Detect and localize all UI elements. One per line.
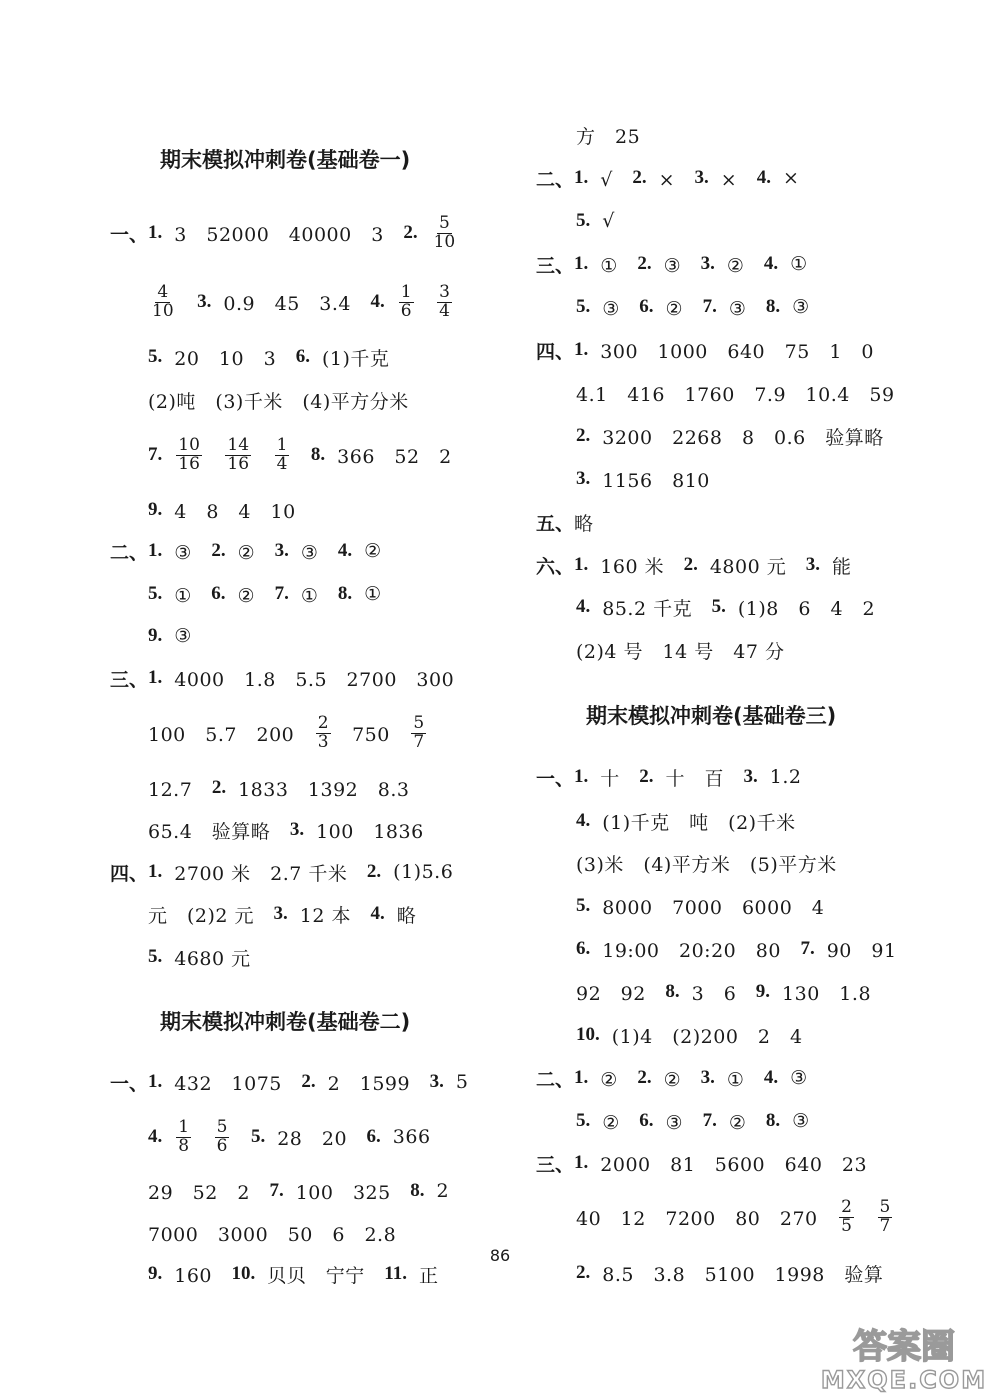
fraction-denominator: 6 (216, 1135, 228, 1156)
fraction-denominator: 4 (276, 453, 288, 474)
question-number: 4. (763, 253, 779, 274)
answer-text: 4 8 4 10 (174, 500, 296, 523)
answer-text: 元 (2)2 元 (148, 904, 274, 927)
answer-text: 4000 1.8 5.5 2700 300 (174, 668, 455, 691)
question-number: 6. (576, 938, 591, 959)
answer-text: 100 325 (295, 1181, 411, 1204)
answer-text: ② (237, 541, 275, 564)
fraction (275, 434, 290, 474)
answer-text: ① (174, 584, 212, 607)
answer-text: 4800 元 (709, 555, 806, 578)
answer-text: 5 (455, 1071, 469, 1093)
question-number: 1. (148, 540, 163, 561)
question-number: 2. (637, 253, 652, 274)
question-number: 8. (410, 1180, 425, 1201)
answer-text: ② (726, 254, 764, 277)
fraction-numerator: 14 (227, 434, 250, 455)
fraction-denominator: 6 (400, 300, 412, 321)
fraction-denominator: 16 (178, 453, 200, 474)
question-number: 4. (576, 596, 591, 617)
watermark-text-cn: 答案圈 (853, 1327, 955, 1367)
answer-text: ② (728, 1111, 766, 1134)
section-number: 二、 (110, 541, 149, 564)
answer-text (204, 442, 224, 469)
fraction (437, 281, 452, 321)
question-number: 6. (366, 1126, 381, 1147)
question-number: 1. (574, 1067, 589, 1088)
answer-text: 160 米 (600, 555, 684, 578)
answer-text: (2)吨 (3)千米 (4)平方分米 (148, 390, 409, 413)
answer-text: 750 (332, 723, 410, 746)
answer-text: ③ (663, 254, 701, 277)
fraction (316, 712, 331, 752)
watermark-text-url: MXQE.COM (820, 1366, 988, 1394)
answer-text: ① (364, 583, 382, 605)
answer-text: 160 (174, 1264, 232, 1287)
answer-text: 90 91 (826, 939, 897, 962)
answer-text: 366 (392, 1126, 431, 1148)
question-number: 9. (755, 981, 771, 1002)
question-number: 2. (211, 540, 226, 561)
question-number: 1. (148, 861, 163, 882)
question-number: 5. (711, 596, 726, 617)
answer-text: 65.4 验算略 (148, 820, 290, 843)
fraction-numerator: 5 (438, 212, 450, 233)
fraction-numerator: 4 (157, 281, 169, 302)
fraction (150, 281, 176, 321)
answer-text: ③ (792, 296, 810, 318)
section-number: 三、 (536, 254, 575, 277)
answer-text: ② (364, 540, 382, 562)
watermark-logo (814, 1318, 994, 1396)
question-number: 1. (148, 667, 163, 688)
section-number: 二、 (536, 1068, 575, 1091)
section-number: 二、 (536, 168, 575, 191)
question-number: 4. (148, 1126, 163, 1147)
fraction-denominator: 8 (178, 1135, 190, 1156)
question-number: 11. (384, 1263, 407, 1284)
question-number: 6. (295, 346, 310, 367)
question-number: 8. (765, 1110, 781, 1131)
question-number: 3. (289, 819, 305, 840)
answer-text: ③ (174, 625, 192, 647)
answer-text: ② (237, 584, 275, 607)
question-number: 5. (148, 346, 163, 367)
fraction (411, 712, 426, 752)
fraction-denominator: 7 (413, 731, 425, 752)
question-number: 5. (148, 583, 163, 604)
answer-text: (1)4 (2)200 2 4 (611, 1025, 803, 1048)
question-number: 1. (148, 1071, 163, 1092)
fraction-numerator: 10 (178, 434, 200, 455)
fraction-numerator: 1 (400, 281, 412, 302)
answer-text: (2)4 号 14 号 47 分 (576, 640, 785, 663)
answer-text: (1)8 6 4 2 (737, 597, 876, 620)
answer-text: ③ (300, 541, 338, 564)
section-number: 一、 (110, 223, 149, 246)
section-number: 三、 (536, 1153, 575, 1176)
fraction-numerator: 5 (216, 1116, 228, 1137)
question-number: 1. (574, 554, 589, 575)
answer-text: ③ (174, 541, 212, 564)
answer-text: 2 1599 (327, 1072, 430, 1095)
answer-text: 92 92 (576, 982, 666, 1005)
fraction-numerator: 2 (317, 712, 329, 733)
question-number: 8. (665, 981, 680, 1002)
answer-text: 8000 7000 6000 4 (602, 896, 825, 919)
question-number: 3. (274, 540, 289, 561)
question-number: 1. (574, 1152, 589, 1173)
question-number: 7. (702, 296, 717, 317)
answer-text: √ (602, 210, 615, 232)
question-number: 3. (694, 167, 709, 188)
question-number: 10. (576, 1024, 600, 1045)
answer-text: ② (602, 1111, 640, 1134)
fraction (878, 1196, 893, 1236)
question-number: 1. (574, 339, 589, 360)
question-number: 2. (576, 1262, 591, 1283)
question-number: 2. (637, 1067, 652, 1088)
question-number: 7. (148, 444, 163, 465)
section-heading: 期末模拟冲刺卷(基础卷三) (586, 704, 837, 728)
question-number: 3. (273, 903, 288, 924)
answer-text: ③ (790, 1067, 808, 1089)
fraction (215, 1116, 230, 1156)
answer-text: ② (600, 1068, 638, 1091)
question-number: 8. (337, 583, 353, 604)
answer-text (416, 289, 436, 316)
answer-text (231, 1124, 251, 1151)
section-number: 一、 (536, 767, 575, 790)
answer-text: 略 (574, 512, 594, 535)
answer-text: 贝贝 宁宁 (267, 1264, 385, 1287)
question-number: 2. (403, 222, 418, 243)
answer-text: 能 (831, 555, 852, 578)
answer-text: ① (600, 254, 638, 277)
question-number: 1. (148, 222, 163, 243)
question-number: 6. (639, 1110, 654, 1131)
answer-text: 方 25 (576, 125, 641, 148)
fraction (176, 434, 202, 474)
question-number: 4. (370, 291, 385, 312)
answer-text (856, 1204, 876, 1231)
question-number: 2. (683, 554, 698, 575)
question-number: 2. (576, 425, 591, 446)
question-number: 9. (148, 1263, 163, 1284)
answer-text: 2000 81 5600 640 23 (600, 1153, 868, 1176)
question-number: 2. (366, 861, 382, 882)
answer-text: (1)千克 吨 (2)千米 (602, 811, 796, 834)
question-number: 4. (370, 903, 385, 924)
answer-text: ③ (792, 1110, 810, 1132)
question-number: 3. (429, 1071, 444, 1092)
answer-text: 366 52 2 (337, 445, 452, 468)
answer-text: × (782, 167, 800, 189)
fraction (839, 1196, 854, 1236)
question-number: 2. (211, 777, 227, 798)
section-number: 六、 (536, 555, 575, 578)
section-number: 四、 (110, 862, 149, 885)
answer-text: 28 20 (277, 1127, 367, 1150)
section-heading: 期末模拟冲刺卷(基础卷二) (160, 1010, 411, 1034)
answer-text: 8.5 3.8 5100 1998 验算 (602, 1263, 884, 1286)
answer-text: 40 12 7200 80 270 (576, 1207, 838, 1230)
question-number: 3. (700, 253, 715, 274)
section-number: 一、 (110, 1072, 149, 1095)
question-number: 3. (805, 554, 820, 575)
question-number: 3. (197, 291, 212, 312)
answer-text: 130 1.8 (782, 982, 872, 1005)
answer-text: ② (665, 297, 703, 320)
answer-text: 略 (396, 904, 417, 927)
question-number: 2. (639, 766, 654, 787)
question-number: 1. (574, 167, 589, 188)
fraction (176, 1116, 191, 1156)
fraction-numerator: 1 (178, 1116, 190, 1137)
answer-text: 29 52 2 (148, 1181, 270, 1204)
answer-text: ② (663, 1068, 701, 1091)
fraction-numerator: 5 (413, 712, 425, 733)
answer-text: 4.1 416 1760 7.9 10.4 59 (576, 383, 895, 406)
question-number: 3. (743, 766, 758, 787)
question-number: 7. (702, 1110, 717, 1131)
answer-text: 12.7 (148, 778, 212, 801)
page-number: 86 (489, 1246, 511, 1265)
question-number: 9. (148, 625, 163, 646)
question-number: 1. (574, 766, 589, 787)
section-number: 三、 (110, 668, 149, 691)
answer-text: ③ (665, 1111, 703, 1134)
answer-text: 1.2 (769, 766, 802, 788)
fraction-denominator: 16 (227, 453, 250, 474)
section-number: 四、 (536, 340, 575, 363)
question-number: 6. (639, 296, 654, 317)
answer-text: × (720, 168, 757, 191)
answer-text: (3)米 (4)平方米 (5)平方米 (576, 853, 837, 876)
fraction (225, 434, 251, 474)
answer-text (253, 442, 273, 469)
answer-text: 7000 3000 50 6 2.8 (148, 1223, 397, 1246)
fraction (399, 281, 414, 321)
question-number: 4. (576, 810, 591, 831)
question-number: 3. (700, 1067, 715, 1088)
answer-text: ③ (728, 297, 766, 320)
answer-text: 1156 810 (602, 469, 710, 492)
answer-text: 1833 1392 8.3 (238, 778, 410, 801)
answer-text: ① (790, 253, 808, 275)
answer-text: 正 (418, 1264, 439, 1287)
question-number: 9. (148, 499, 163, 520)
question-number: 5. (576, 210, 591, 231)
question-number: 8. (765, 296, 781, 317)
question-number: 5. (576, 1110, 591, 1131)
fraction-numerator: 3 (439, 281, 450, 302)
question-number: 8. (310, 444, 326, 465)
question-number: 2. (632, 167, 647, 188)
answer-text: 19:00 20:20 80 (602, 939, 801, 962)
answer-text: 0.9 45 3.4 (223, 292, 371, 315)
fraction-denominator: 3 (317, 731, 329, 752)
fraction (432, 212, 458, 252)
fraction-denominator: 10 (433, 231, 456, 252)
answer-text: 3 52000 40000 3 (174, 223, 404, 246)
answer-text: 12 本 (299, 904, 371, 927)
answer-text: (1)千克 (321, 347, 390, 370)
answer-text: 300 1000 640 75 1 0 (600, 340, 875, 363)
answer-text: 3200 2268 8 0.6 验算略 (602, 426, 884, 449)
answer-text: 85.2 千克 (602, 597, 712, 620)
answer-text: 十 百 (665, 767, 744, 790)
answer-text: 20 10 3 (174, 347, 296, 370)
answer-text: ③ (602, 297, 640, 320)
answer-text: ① (300, 584, 338, 607)
answer-text: ① (726, 1068, 764, 1091)
fraction-numerator: 1 (276, 434, 288, 455)
question-number: 2. (301, 1071, 316, 1092)
question-number: 6. (211, 583, 226, 604)
question-number: 4. (337, 540, 353, 561)
answer-text: 2700 米 2.7 千米 (174, 862, 367, 885)
question-number: 7. (274, 583, 289, 604)
answer-text: 4680 元 (174, 947, 251, 970)
question-number: 7. (269, 1180, 284, 1201)
question-number: 10. (231, 1263, 256, 1284)
answer-text (291, 442, 311, 469)
question-number: 5. (250, 1126, 266, 1147)
question-number: 5. (148, 946, 163, 967)
answer-text: 100 5.7 200 (148, 723, 314, 746)
answer-text: × (658, 168, 695, 191)
fraction-numerator: 2 (841, 1196, 852, 1217)
answer-text (178, 289, 198, 316)
answer-text: 2 (436, 1180, 450, 1202)
answer-text: (1)5.6 (393, 861, 454, 883)
section-number: 五、 (536, 512, 575, 535)
answer-text: 100 1836 (316, 820, 424, 843)
question-number: 5. (576, 895, 591, 916)
answer-text: 十 (600, 767, 640, 790)
answer-text (193, 1124, 213, 1151)
section-heading: 期末模拟冲刺卷(基础卷一) (160, 148, 411, 172)
fraction-denominator: 10 (152, 300, 174, 321)
question-number: 5. (576, 296, 591, 317)
question-number: 3. (576, 468, 591, 489)
answer-text: √ (600, 168, 633, 191)
question-number: 4. (756, 167, 771, 188)
answer-text: 432 1075 (174, 1072, 302, 1095)
question-number: 4. (763, 1067, 779, 1088)
question-number: 7. (800, 938, 815, 959)
fraction-denominator: 7 (879, 1215, 891, 1236)
fraction-numerator: 5 (879, 1196, 891, 1217)
fraction-denominator: 4 (439, 300, 450, 321)
fraction-denominator: 5 (841, 1215, 852, 1236)
question-number: 1. (574, 253, 589, 274)
answer-text: 3 6 (691, 982, 756, 1005)
